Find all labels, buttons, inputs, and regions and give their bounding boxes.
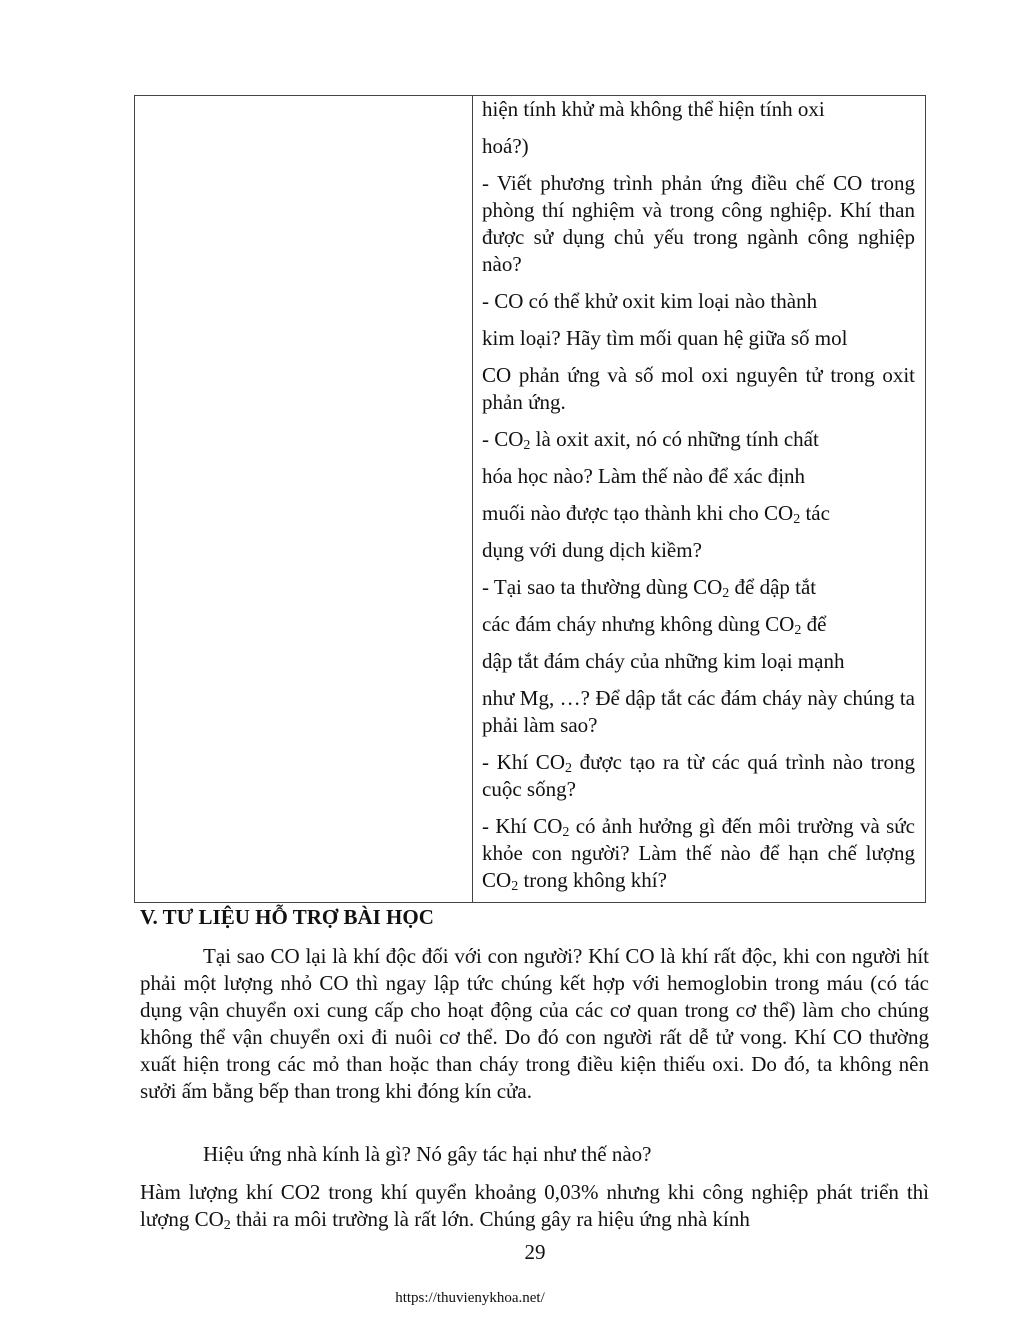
- text-run: hoá?): [482, 134, 529, 158]
- text-run: các đám cháy nhưng không dùng CO: [482, 612, 795, 636]
- table-column-divider: [472, 95, 473, 903]
- table-cell-line: [482, 749, 915, 803]
- text-run: hóa học nào? Làm thế nào để xác định: [482, 464, 806, 488]
- table-cell-line: [482, 685, 915, 739]
- text-run: như Mg, …? Để dập tắt các đám cháy này chúng ta phải làm sao?: [482, 686, 915, 737]
- paragraph-part: thải ra môi trường là rất lớn. Chúng gây ra hiệu ứng nhà kính: [230, 1207, 750, 1231]
- paragraph-co2-content: [140, 1179, 929, 1233]
- text-run: muối nào được tạo thành khi cho CO: [482, 501, 794, 525]
- paragraph-part: Hàm lượng khí CO2 trong khí quyển khoảng 0,03% nhưng khi công nghiệp phát triển thì lượng CO: [140, 1180, 929, 1231]
- table-cell-line: [482, 170, 915, 278]
- text-run: kim loại? Hãy tìm mối quan hệ giữa số mol: [482, 326, 848, 350]
- table-cell-line: [482, 813, 915, 894]
- text-run: dập tắt đám cháy của những kim loại mạnh: [482, 649, 845, 673]
- paragraph-text: [140, 1179, 929, 1233]
- text-run: - CO: [482, 427, 524, 451]
- text-run: để dập tắt: [729, 575, 817, 599]
- table-cell-line: [482, 500, 915, 527]
- subscript: 2: [722, 586, 730, 601]
- subscript: 2: [564, 761, 572, 776]
- table-cell-line: [482, 611, 915, 638]
- table-cell-line: [482, 463, 915, 490]
- text-run: tác: [800, 501, 830, 525]
- text-run: có ảnh hưởng gì đến môi trường và sức khỏe con người? Làm thế nào để hạn chế lượng CO: [482, 814, 915, 892]
- paragraph-text: Tại sao CO lại là khí độc đối với con người? Khí CO là khí rất độc, khi con người hít phải một lượng nhỏ CO thì ngay lập tức chúng kết hợp với hemoglobin trong máu (có tác dụng vận chuyển oxi cung cấp cho hoạt động của các cơ quan trong cơ thể) làm cho chúng không thể vận chuyển oxi đi nuôi cơ thể. Do đó con người rất dễ tử vong. Khí CO thường xuất hiện trong các mỏ than hoặc than cháy trong điều kiện thiếu oxi. Do đó, ta không nên sưởi ấm bằng bếp than trong khi đóng kín cửa.: [140, 944, 929, 1103]
- footer-url: https://thuvienykhoa.net/: [395, 1290, 545, 1306]
- table-cell-line: [482, 133, 915, 160]
- table-cell-line: [482, 426, 915, 453]
- subscript: 2: [562, 825, 570, 840]
- text-run: - CO có thể khử oxit kim loại nào thành: [482, 289, 818, 313]
- section-title: V. TƯ LIỆU HỖ TRỢ BÀI HỌC: [140, 905, 434, 929]
- table-cell-line: [482, 325, 915, 352]
- page-number: 29: [524, 1240, 546, 1264]
- subscript: 2: [223, 1218, 231, 1233]
- text-run: hiện tính khử mà không thể hiện tính oxi: [482, 97, 825, 121]
- paragraph-co-toxicity: [140, 943, 929, 1105]
- text-run: - Khí CO: [482, 750, 565, 774]
- table-cell-line: [482, 574, 915, 601]
- text-run: trong không khí?: [518, 868, 667, 892]
- table-cell-line: [482, 362, 915, 416]
- subscript: 2: [793, 512, 801, 527]
- text-run: được tạo ra từ các quá trình nào trong cuộc sống?: [482, 750, 915, 801]
- subscript: 2: [511, 879, 519, 894]
- subscript: 2: [523, 438, 531, 453]
- table-right-cell: [482, 96, 915, 904]
- table-cell-line: [482, 96, 915, 123]
- text-run: - Khí CO: [482, 814, 563, 838]
- text-run: để: [801, 612, 827, 636]
- subscript: 2: [794, 623, 802, 638]
- table-cell-line: [482, 537, 915, 564]
- text-run: CO phản ứng và số mol oxi nguyên tử trong oxit phản ứng.: [482, 363, 915, 414]
- table-cell-line: [482, 288, 915, 315]
- table-cell-line: [482, 648, 915, 675]
- text-run: - Tại sao ta thường dùng CO: [482, 575, 723, 599]
- paragraph-greenhouse-question: [140, 1141, 929, 1168]
- text-run: là oxit axit, nó có những tính chất: [530, 427, 819, 451]
- text-run: dụng với dung dịch kiềm?: [482, 538, 702, 562]
- text-run: - Viết phương trình phản ứng điều chế CO trong phòng thí nghiệm và trong công nghiệp. Khí than được sử dụng chủ yếu trong ngành công nghiệp nào?: [482, 171, 915, 276]
- paragraph-text: Hiệu ứng nhà kính là gì? Nó gây tác hại như thế nào?: [203, 1142, 652, 1166]
